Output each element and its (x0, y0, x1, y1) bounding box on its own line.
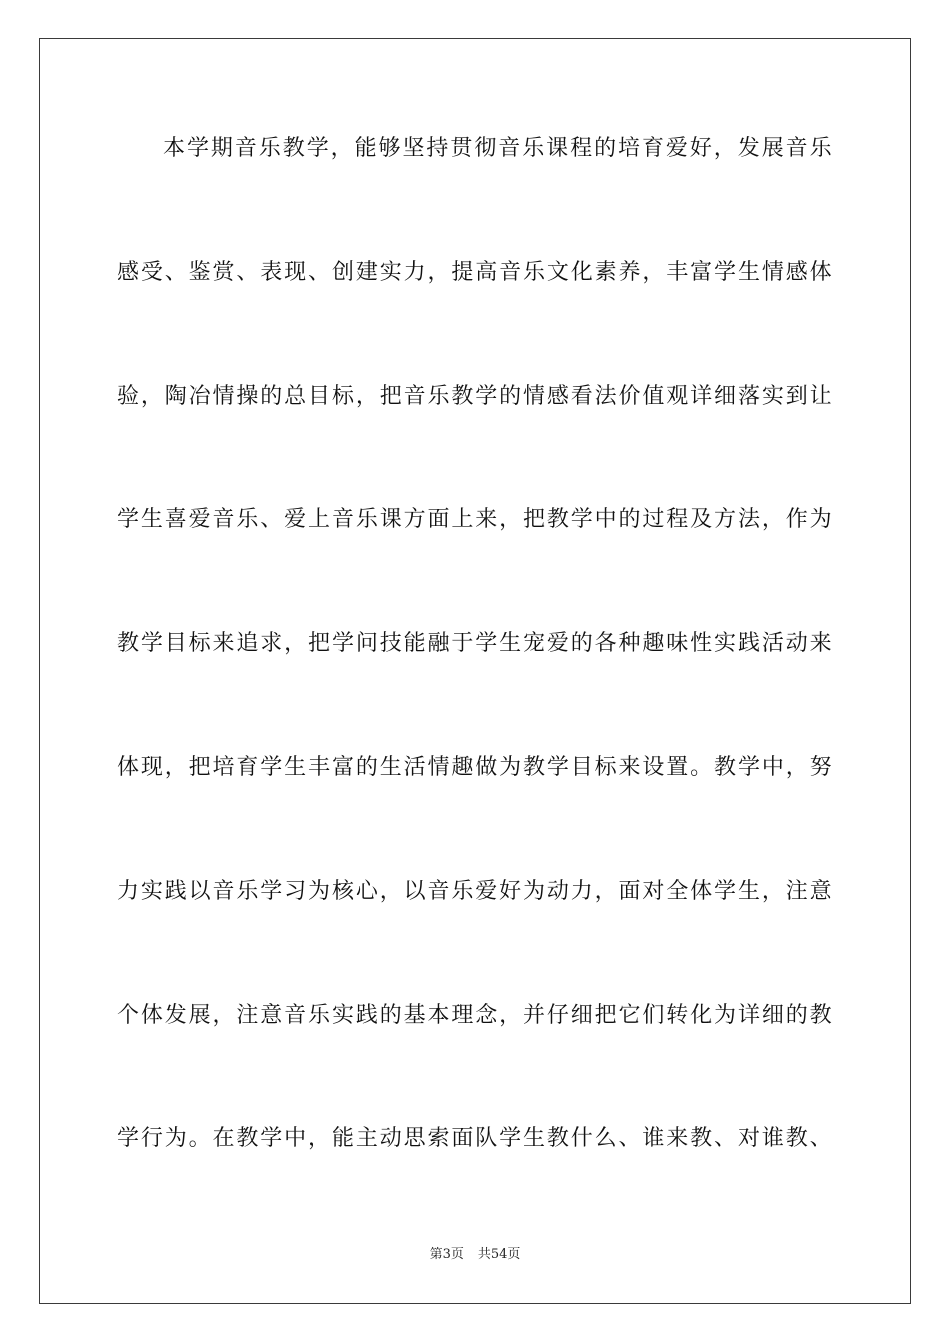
document-body (117, 128, 833, 1242)
paragraph-line: 本学期音乐教学，能够坚持贯彻音乐课程的培育爱好，发展音乐 (163, 136, 833, 161)
paragraph-line: 学生喜爱音乐、爱上音乐课方面上来，把教学中的过程及方法，作为 (117, 507, 833, 533)
paragraph-line: 体现，把培育学生丰富的生活情趣做为教学目标来设置。教学中，努 (117, 754, 833, 780)
page-number: 第3页 (429, 1247, 464, 1262)
paragraph-line: 个体发展，注意音乐实践的基本理念，并仔细把它们转化为详细的教 (117, 1002, 833, 1028)
page-footer (0, 1246, 950, 1264)
paragraph-line: 学行为。在教学中，能主动思索面队学生教什么、谁来教、对谁教、 (117, 1126, 833, 1152)
paragraph-line: 力实践以音乐学习为核心，以音乐爱好为动力，面对全体学生，注意 (117, 878, 833, 904)
paragraph-line: 教学目标来追求，把学问技能融于学生宠爱的各种趣味性实践活动来 (117, 631, 833, 657)
paragraph-line: 感受、鉴赏、表现、创建实力，提高音乐文化素养，丰富学生情感体 (117, 259, 833, 285)
paragraph-line: 验，陶冶情操的总目标，把音乐教学的情感看法价值观详细落实到让 (117, 383, 833, 409)
page-total: 共54页 (477, 1247, 521, 1262)
